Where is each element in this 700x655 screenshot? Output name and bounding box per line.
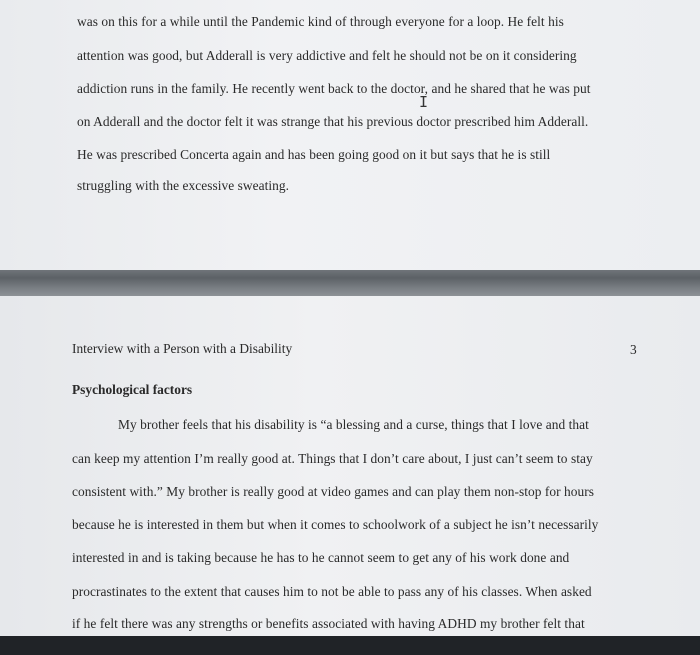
body-text-line: can keep my attention I’m really good at. Things that I don’t care about, I just can’t seem to stay <box>72 451 593 466</box>
body-text-line: was on this for a while until the Pandemic kind of through everyone for a loop. He felt his <box>77 14 564 29</box>
screen-bottom-edge <box>0 636 700 655</box>
page-number: 3 <box>630 342 637 357</box>
previous-page <box>0 0 700 270</box>
body-text-line: if he felt there was any strengths or benefits associated with having ADHD my brother felt that <box>72 616 585 631</box>
body-text-line: on Adderall and the doctor felt it was strange that his previous doctor prescribed him Adderall. <box>77 114 589 129</box>
body-text-line: interested in and is taking because he has to he cannot seem to get any of his work done and <box>72 550 570 565</box>
body-text-line: attention was good, but Adderall is very addictive and felt he should not be on it considering <box>77 48 577 63</box>
body-text-line: addiction runs in the family. He recently went back to the doctor, and he shared that he was put <box>77 81 591 96</box>
body-text-line: My brother feels that his disability is “a blessing and a curse, things that I love and that <box>118 417 589 432</box>
running-head: Interview with a Person with a Disability <box>72 341 293 356</box>
current-page <box>0 296 700 636</box>
body-text-line: He was prescribed Concerta again and has been going good on it but says that he is still <box>77 147 551 162</box>
section-heading: Psychological factors <box>72 382 193 397</box>
body-text-line: procrastinates to the extent that causes him to not be able to pass any of his classes. When asked <box>72 584 592 599</box>
body-text-line: because he is interested in them but when it comes to schoolwork of a subject he isn’t necessarily <box>72 517 599 532</box>
text-cursor-icon: I <box>419 93 429 111</box>
page-break <box>0 270 700 296</box>
body-text-line: struggling with the excessive sweating. <box>77 178 290 193</box>
body-text-line: consistent with.” My brother is really good at video games and can play them non-stop for hours <box>72 484 595 499</box>
